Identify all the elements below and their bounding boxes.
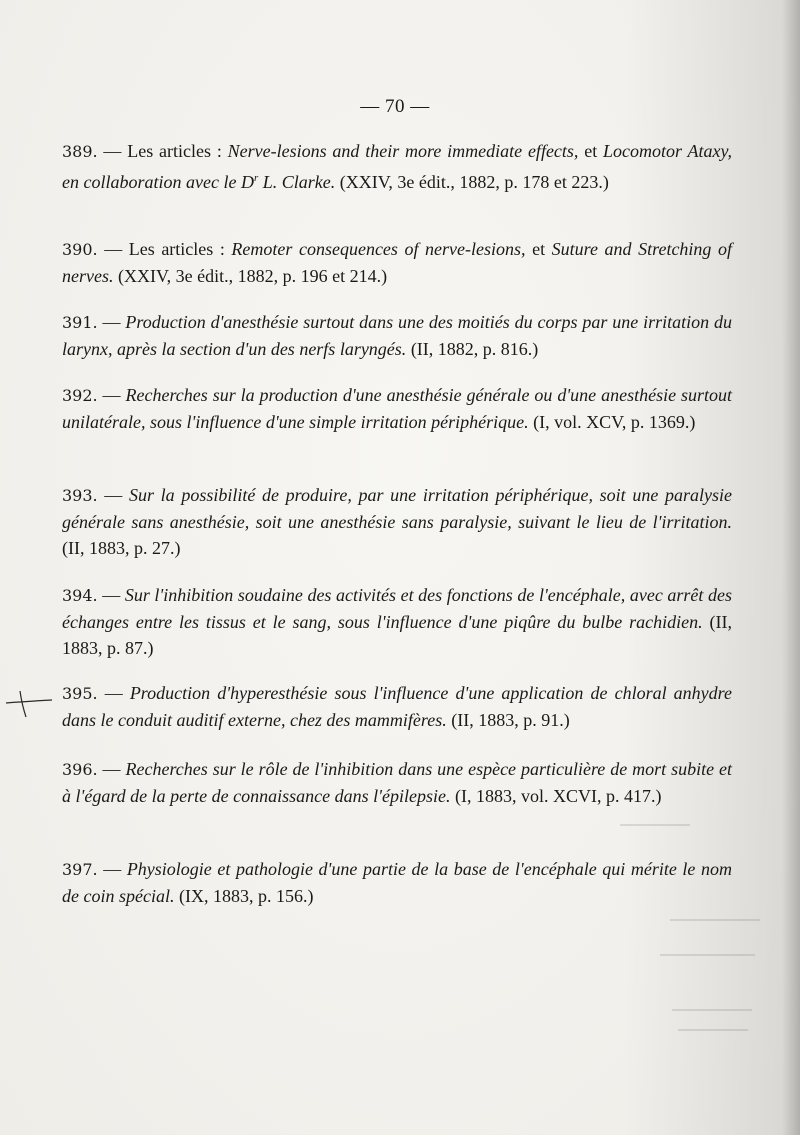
entry-connector: et [578,141,604,161]
bibliography-entry-392 [62,382,732,435]
entry-prefix: Les articles : [127,141,228,161]
entry-number: 392. [62,386,98,405]
entry-number: 389. [62,142,98,161]
entry-dash: — [97,859,127,879]
entry-title-2: Suture and Stretching of nerves. [62,239,732,286]
entry-title: Sur l'inhibition soudaine des activités et des fonctions de l'encéphale, avec arrêt des échanges entre les tissus et le sang, sous l'influence d'une piqûre du bulbe rachidien. [62,585,732,632]
entry-title: Production d'anesthésie surtout dans une des moitiés du corps par une irritation du larynx, après la section d'un des nerfs laryngés. [62,312,733,359]
entry-title: Physiologie et pathologie d'une partie de la base de l'encéphale qui mérite le nom de coin spécial. [62,859,733,906]
bibliography-entry-393 [62,482,732,561]
entry-number: 390. [62,240,98,259]
bleed-through-marks [560,780,780,1080]
entry-number: 393. [62,486,98,505]
handwritten-cross-mark [4,688,54,718]
entry-reference: (II, 1883, p. 27.) [62,538,181,558]
entry-prefix: Les articles : [128,239,232,259]
entry-reference: (II, 1882, p. 816.) [406,339,539,359]
entry-number: 394. [62,586,98,605]
entry-dash: — [97,141,128,161]
entry-dash: — [97,485,129,505]
entry-reference: (I, 1883, vol. XCVI, p. 417.) [450,786,662,806]
entry-title-3: L. Clarke. [258,172,336,192]
entry-connector: et [525,239,552,259]
entry-number: 396. [62,760,98,779]
bibliography-entry-391 [62,309,732,362]
entry-title: Recherches sur la production d'une anesthésie générale ou d'une anesthésie surtout unilatérale, sous l'influence d'une simple irritation périphérique. [62,385,732,432]
entry-title: Sur la possibilité de produire, par une irritation périphérique, soit une paralysie générale sans anesthésie, soit une anesthésie sans paralysie, suivant le lieu de l'irritation. [62,485,732,532]
entry-number: 395. [62,684,98,703]
entry-title: Recherches sur le rôle de l'inhibition dans une espèce particulière de mort subite et à l'égard de la perte de connaissance dans l'épilepsie. [62,759,733,806]
entry-reference: (XXIV, 3e édit., 1882, p. 178 et 223.) [335,172,609,192]
entry-title: Production d'hyperesthésie sous l'influence d'une application de chloral anhydre dans le conduit auditif externe, chez des mammifères. [62,683,732,730]
entry-dash: — [97,683,130,703]
entry-dash: — [97,312,126,332]
bibliography-entry-390 [62,236,732,289]
entry-title: Nerve-lesions and their more immediate effects, [227,141,579,161]
entry-reference: (II, 1883, p. 91.) [446,710,570,730]
entry-reference: (XXIV, 3e édit., 1882, p. 196 et 214.) [113,266,388,286]
entry-title-2: Locomotor Ataxy, en collaboration avec le D [62,141,733,192]
entry-number: 397. [62,860,98,879]
bibliography-entry-389 [62,138,732,195]
entry-title: Remoter consequences of nerve-lesions, [231,239,526,259]
entry-dash: — [97,759,126,779]
entry-superscript: r [253,172,259,184]
page-number: — 70 — [360,96,430,117]
entry-dash: — [97,585,125,605]
bibliography-entry-394 [62,582,732,661]
entry-number: 391. [62,313,98,332]
entry-reference: (I, vol. XCV, p. 1369.) [528,412,696,432]
entry-dash: — [97,239,129,259]
entry-reference: (II, 1883, p. 87.) [62,612,732,658]
entry-reference: (IX, 1883, p. 156.) [174,886,314,906]
bibliography-entry-395 [62,680,732,733]
entry-dash: — [97,385,126,405]
page-edge-shadow [782,0,800,1135]
